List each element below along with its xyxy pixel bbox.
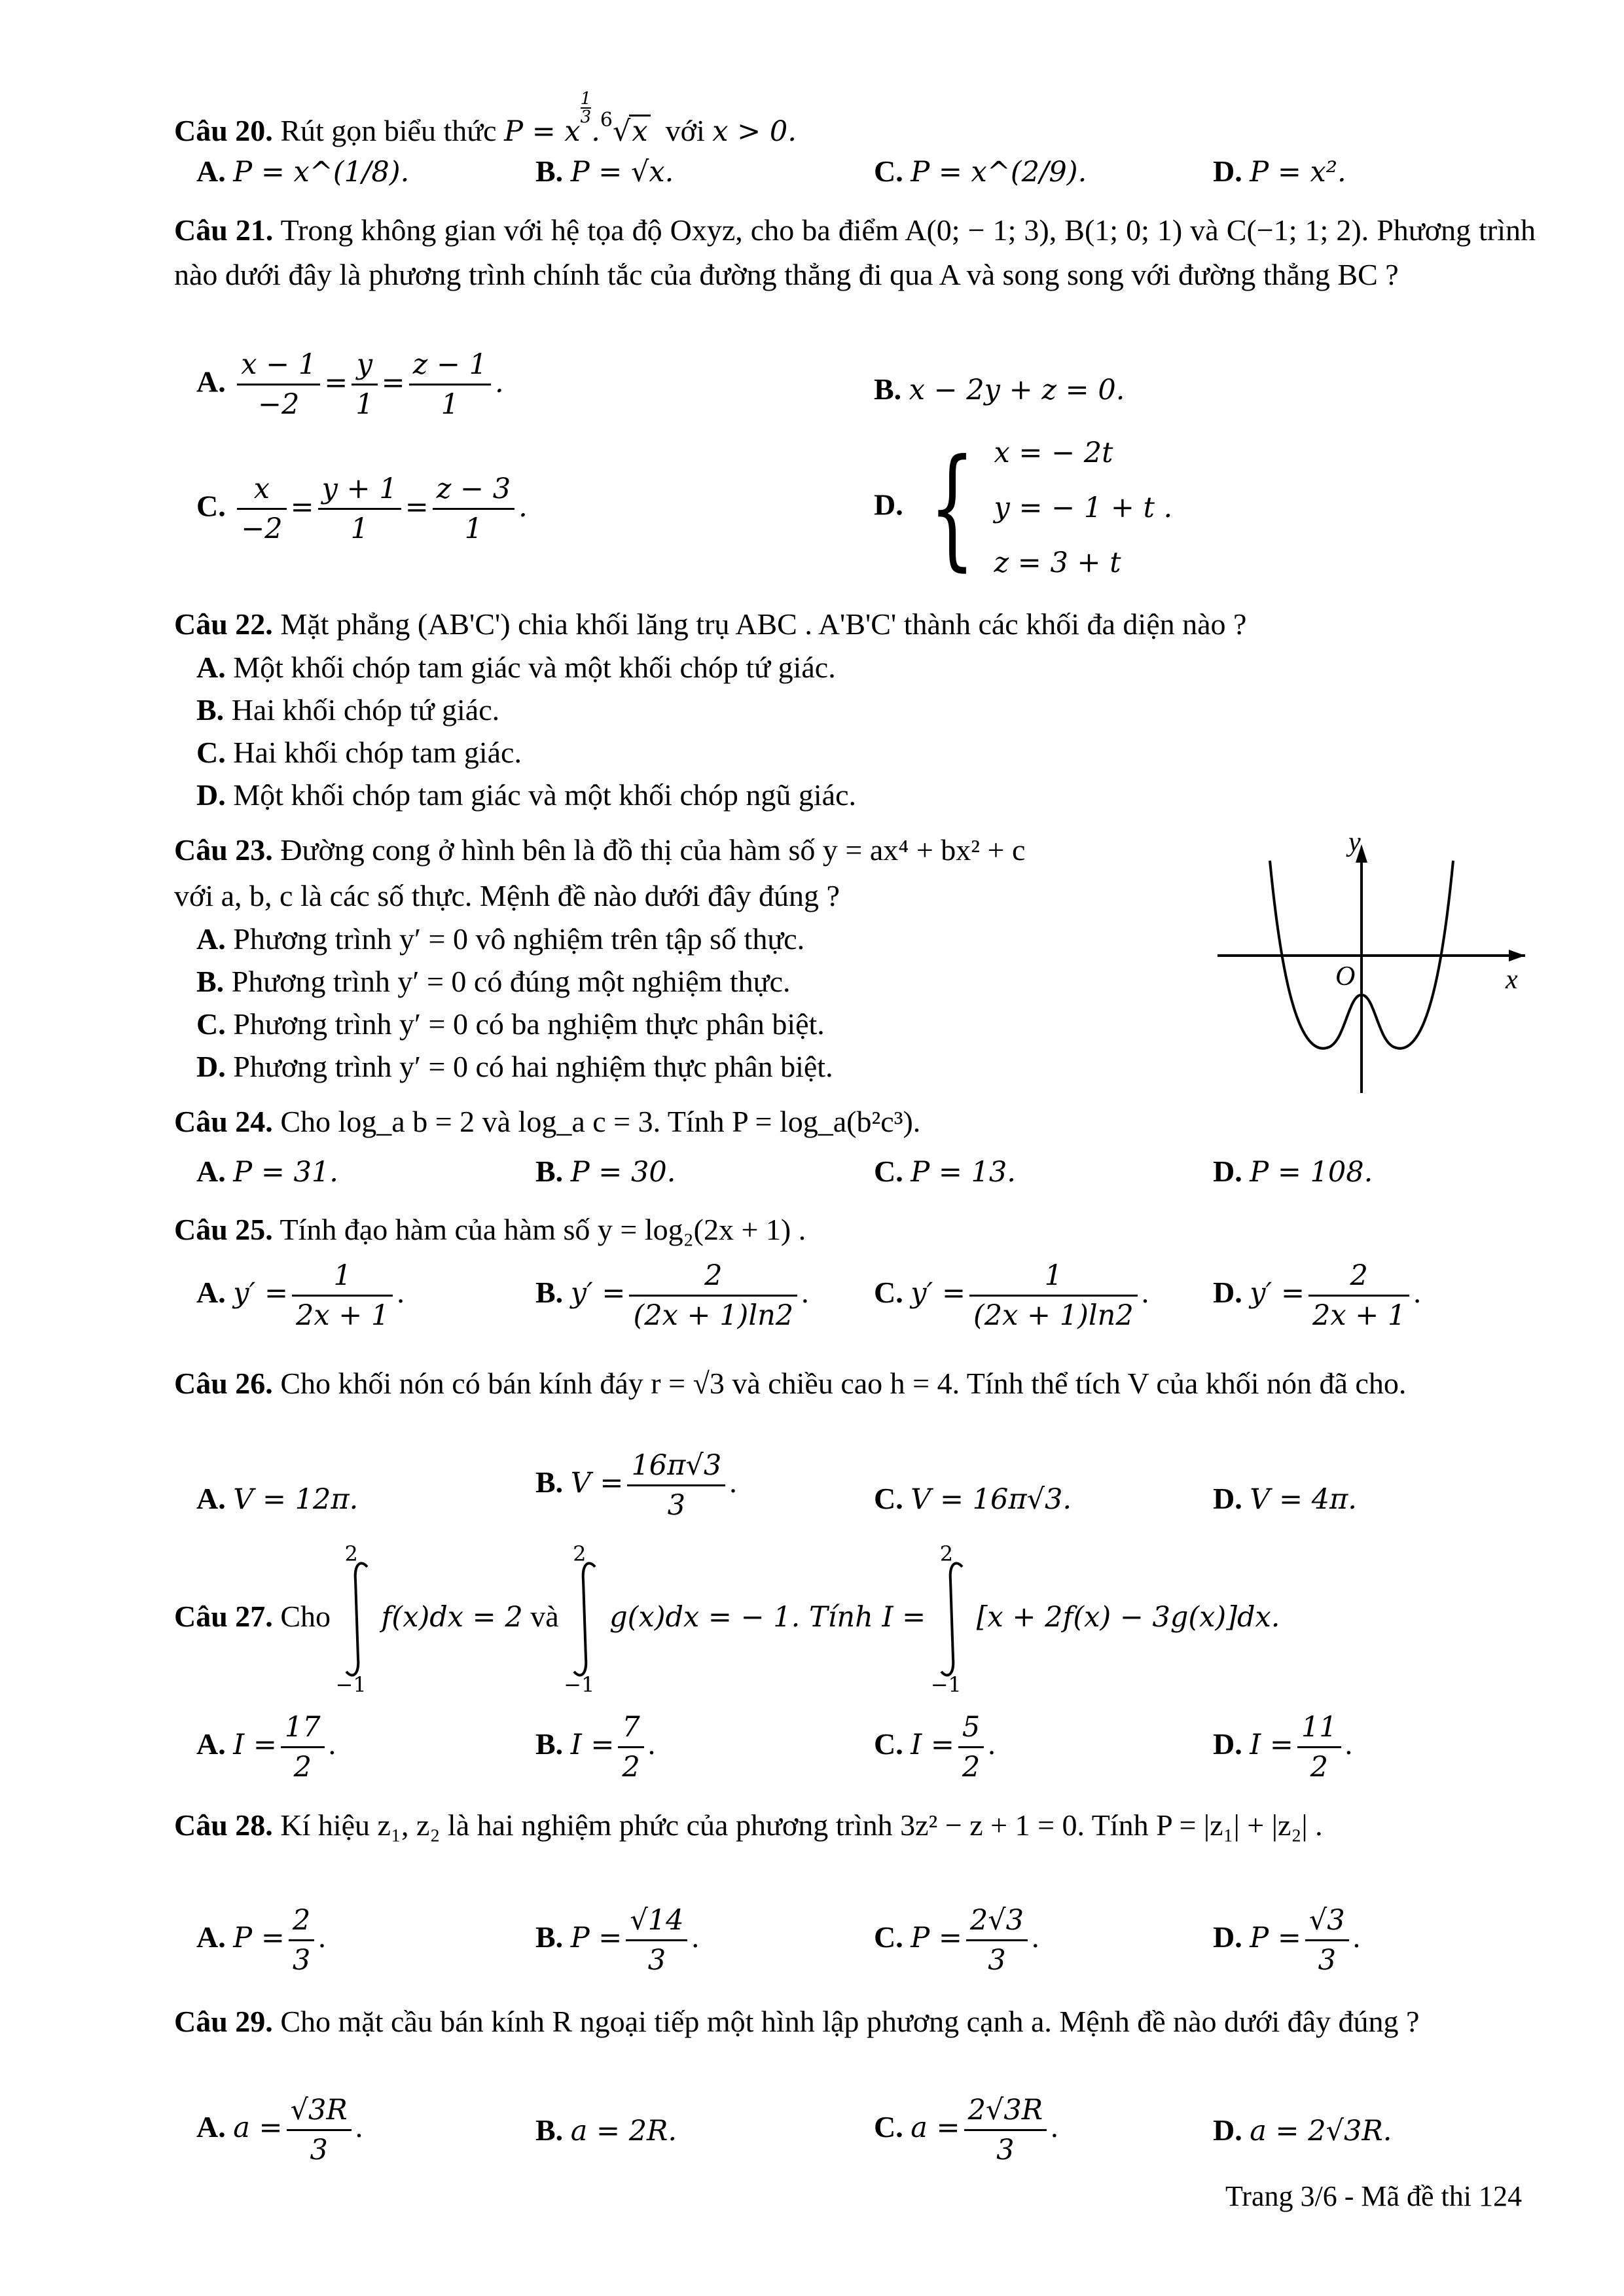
option-fraction bbox=[281, 1708, 325, 1786]
condition-text: với bbox=[665, 114, 705, 147]
x-axis-arrow bbox=[1509, 950, 1525, 961]
question-23 bbox=[174, 828, 1235, 872]
option-fraction bbox=[1297, 1708, 1341, 1786]
option-fraction bbox=[289, 1901, 314, 1979]
q25-option-d: D. y′ = $\frac{2}{2x + 1}$ . bbox=[1213, 1257, 1421, 1335]
question-27 bbox=[174, 1538, 1280, 1698]
option-label: B. bbox=[196, 965, 225, 998]
option-lhs: a = bbox=[233, 2111, 283, 2145]
question-label: Câu 25. bbox=[174, 1213, 273, 1246]
option-fraction bbox=[958, 1708, 984, 1786]
denominator: 2 bbox=[622, 1751, 640, 1784]
option-expression: V = 16π√3. bbox=[911, 1483, 1072, 1516]
question-label: Câu 23. bbox=[174, 833, 273, 867]
q22-option-d bbox=[196, 776, 856, 815]
question-expression: P = x $\frac{1}{3}$ .$^6$√x bbox=[504, 115, 651, 148]
q21-option-b bbox=[874, 370, 1125, 410]
option-expression: V = 4π. bbox=[1250, 1483, 1357, 1516]
option-fraction bbox=[1308, 1257, 1409, 1335]
q24-option-d bbox=[1213, 1152, 1373, 1192]
question-label: Câu 22. bbox=[174, 607, 273, 641]
option-lhs: y′ = bbox=[1250, 1277, 1305, 1310]
q20-option-b bbox=[535, 152, 674, 192]
option-label: A. bbox=[196, 1727, 226, 1761]
option-label: D. bbox=[196, 1050, 226, 1083]
q20-option-c bbox=[874, 152, 1087, 192]
q27-option-c: C. I = $\frac{5}{2}$ . bbox=[874, 1708, 996, 1786]
question-label: Câu 27. bbox=[174, 1600, 273, 1633]
lower-limit: −1 bbox=[335, 1672, 367, 1698]
option-text: Hai khối chóp tứ giác. bbox=[231, 693, 500, 726]
option-label: C. bbox=[874, 1276, 903, 1310]
q27-option-b: B. I = $\frac{7}{2}$ . bbox=[535, 1708, 655, 1786]
question-label: Câu 28. bbox=[174, 1808, 273, 1842]
option-fraction bbox=[627, 1446, 725, 1524]
denominator: 2 bbox=[1310, 1751, 1328, 1784]
connector-text: và bbox=[530, 1600, 559, 1633]
numerator: √3 bbox=[1305, 1901, 1349, 1941]
numerator: 2√3R bbox=[964, 2091, 1047, 2131]
option-expression: P = 13. bbox=[911, 1156, 1016, 1189]
q21-option-c bbox=[196, 470, 528, 548]
q26-option-b: B. V = $\frac{16\pi√3}{3}$ . bbox=[535, 1446, 737, 1524]
denominator: 3 bbox=[292, 1944, 311, 1977]
q22-option-c bbox=[196, 733, 522, 772]
q20-option-a bbox=[196, 152, 409, 192]
q28-option-a: A. P = $\frac{2}{3}$ . bbox=[196, 1901, 326, 1979]
numerator: √3R bbox=[287, 2091, 352, 2131]
question-text: Mặt phẳng (AB'C') chia khối lăng trụ ABC . A'B'C' thành các khối đa diện nào ? bbox=[280, 607, 1247, 641]
question-text: Tính đạo hàm của hàm số y = log₂(2x + 1) . bbox=[280, 1213, 806, 1246]
denominator: (2x + 1)ln2 bbox=[973, 1299, 1134, 1332]
option-label: B. bbox=[535, 1276, 564, 1310]
option-label: B. bbox=[535, 1465, 564, 1499]
option-label: C. bbox=[874, 1482, 903, 1515]
option-label: B. bbox=[874, 372, 902, 406]
question-28 bbox=[174, 1803, 1536, 1848]
question-22 bbox=[174, 602, 1536, 647]
option-fraction bbox=[969, 1257, 1138, 1335]
q24-option-a bbox=[196, 1152, 338, 1192]
numerator: 5 bbox=[958, 1708, 984, 1748]
option-label: A. bbox=[196, 154, 226, 188]
q28-option-d: D. P = $\frac{√3}{3}$ . bbox=[1213, 1901, 1360, 1979]
question-label: Câu 24. bbox=[174, 1105, 273, 1138]
option-label: D. bbox=[1213, 1920, 1242, 1954]
q24-option-b bbox=[535, 1152, 676, 1192]
option-text: Phương trình y′ = 0 có đúng một nghiệm thực. bbox=[231, 965, 791, 998]
q23-option-b bbox=[196, 962, 791, 1001]
integral-i: [x + 2f(x) − 3g(x)]dx. bbox=[976, 1601, 1280, 1634]
question-text: Rút gọn biểu thức bbox=[280, 114, 497, 147]
q21-option-d bbox=[874, 425, 1172, 590]
page-footer: Trang 3/6 - Mã đề thi 124 bbox=[1225, 2180, 1522, 2212]
denominator: 3 bbox=[647, 1944, 666, 1977]
option-text: Phương trình y′ = 0 vô nghiệm trên tập số thực. bbox=[233, 922, 805, 956]
option-expression: P = 31. bbox=[233, 1156, 338, 1189]
option-label: C. bbox=[874, 2110, 903, 2144]
lower-limit: −1 bbox=[564, 1672, 595, 1698]
y-axis-label: y bbox=[1348, 831, 1361, 857]
denominator: 2 bbox=[962, 1751, 981, 1784]
option-fraction bbox=[629, 1257, 797, 1335]
numerator: 17 bbox=[281, 1708, 325, 1748]
question-text: Kí hiệu z₁, z₂ là hai nghiệm phức của phương trình 3z² − z + 1 = 0. Tính P = |z₁| + |z₂| . bbox=[280, 1808, 1323, 1842]
q23-option-a bbox=[196, 920, 804, 959]
question-text-line2: với a, b, c là các số thực. Mệnh đề nào dưới đây đúng ? bbox=[174, 879, 840, 912]
option-text: Một khối chóp tam giác và một khối chóp ngũ giác. bbox=[233, 778, 856, 812]
option-lhs: y′ = bbox=[570, 1277, 626, 1310]
option-label: C. bbox=[196, 736, 226, 769]
option-text: Phương trình y′ = 0 có ba nghiệm thực phân biệt. bbox=[233, 1007, 825, 1041]
option-text: Phương trình y′ = 0 có hai nghiệm thực phân biệt. bbox=[233, 1050, 833, 1083]
numerator: 16π√3 bbox=[627, 1446, 725, 1486]
q29-option-d bbox=[1213, 2111, 1392, 2151]
question-21 bbox=[174, 208, 1536, 297]
option-lhs: y′ = bbox=[911, 1277, 965, 1310]
option-lhs: I = bbox=[1250, 1729, 1293, 1762]
q28-option-b: B. P = $\frac{√14}{3}$ . bbox=[535, 1901, 699, 1979]
question-label: Câu 26. bbox=[174, 1367, 273, 1400]
option-label: B. bbox=[535, 154, 564, 188]
option-lhs: a = bbox=[911, 2111, 960, 2145]
q24-option-c bbox=[874, 1152, 1016, 1192]
option-lhs: I = bbox=[233, 1729, 277, 1762]
option-label: A. bbox=[196, 1155, 226, 1188]
option-fraction bbox=[287, 2091, 352, 2169]
lower-limit: −1 bbox=[930, 1672, 962, 1698]
option-text: Một khối chóp tam giác và một khối chóp tứ giác. bbox=[233, 651, 836, 684]
numerator: 2 bbox=[289, 1901, 314, 1941]
option-system: x = − 2t y = − 1 + t . z = 3 + t bbox=[994, 437, 1173, 579]
q21-option-a bbox=[196, 346, 504, 423]
option-expression: P = 30. bbox=[570, 1156, 676, 1189]
option-label: D. bbox=[1213, 1727, 1242, 1761]
denominator: 2x + 1 bbox=[296, 1299, 389, 1332]
option-label: C. bbox=[874, 154, 903, 188]
origin-label: O bbox=[1335, 961, 1356, 992]
option-label: C. bbox=[874, 1155, 903, 1188]
question-25 bbox=[174, 1208, 1536, 1252]
numerator: 2√3 bbox=[966, 1901, 1028, 1941]
denominator: 3 bbox=[1318, 1944, 1336, 1977]
option-lhs: I = bbox=[570, 1729, 615, 1762]
option-lhs: V = bbox=[570, 1467, 624, 1500]
option-lhs: P = bbox=[911, 1922, 962, 1955]
numerator: 1 bbox=[969, 1257, 1138, 1297]
q25-option-c: C. y′ = $\frac{1}{(2x + 1)\ln 2}$ . bbox=[874, 1257, 1149, 1335]
integral-sign bbox=[930, 1541, 973, 1698]
option-label: A. bbox=[196, 651, 226, 684]
x-axis-label: x bbox=[1506, 965, 1518, 995]
upper-limit: 2 bbox=[573, 1541, 586, 1567]
option-lhs: P = bbox=[1250, 1922, 1301, 1955]
question-20 bbox=[174, 90, 1536, 154]
option-label: D. bbox=[874, 488, 903, 522]
option-label: C. bbox=[196, 1007, 226, 1041]
numerator: 11 bbox=[1297, 1708, 1341, 1748]
question-label: Câu 20. bbox=[174, 114, 273, 147]
q25-option-b: B. y′ = $\frac{2}{(2x + 1)\ln 2}$ . bbox=[535, 1257, 809, 1335]
option-label: D. bbox=[1213, 1482, 1242, 1515]
denominator: 3 bbox=[988, 1944, 1006, 1977]
q25-option-a: A. y′ = $\frac{1}{2x + 1}$ . bbox=[196, 1257, 405, 1335]
question-23-line2 bbox=[174, 874, 1235, 918]
option-expression: $\frac{x}{-2}$ = $\frac{y + 1}{1}$ = $\frac{z - 3}{1}$ . bbox=[233, 491, 528, 524]
option-expression: P = 108. bbox=[1250, 1156, 1373, 1189]
option-expression: P = √x. bbox=[570, 156, 674, 188]
option-expression: $\frac{x - 1}{-2}$ = $\frac{y}{1}$ = $\frac{z - 1}{1}$ . bbox=[233, 367, 503, 399]
integral-g: g(x)dx = − 1. Tính I = bbox=[609, 1601, 926, 1634]
question-text: Cho khối nón có bán kính đáy r = √3 và chiều cao h = 4. Tính thể tích V của khối nón đã cho. bbox=[280, 1367, 1407, 1400]
q22-option-b bbox=[196, 691, 499, 730]
upper-limit: 2 bbox=[344, 1541, 358, 1567]
brace: { bbox=[929, 431, 975, 584]
option-lhs: I = bbox=[911, 1729, 954, 1762]
option-label: B. bbox=[535, 1155, 564, 1188]
question-26 bbox=[174, 1361, 1536, 1406]
q26-option-a bbox=[196, 1479, 358, 1519]
option-expression: x − 2y + z = 0. bbox=[909, 374, 1125, 406]
option-lhs: y′ = bbox=[233, 1277, 288, 1310]
upper-limit: 2 bbox=[939, 1541, 954, 1567]
option-label: A. bbox=[196, 1920, 226, 1954]
denominator: 2x + 1 bbox=[1312, 1299, 1406, 1332]
option-label: A. bbox=[196, 922, 226, 956]
numerator: 2 bbox=[629, 1257, 797, 1297]
option-text: Hai khối chóp tam giác. bbox=[233, 736, 522, 769]
denominator: 3 bbox=[667, 1489, 685, 1522]
question-text: Trong không gian với hệ tọa độ Oxyz, cho ba điểm A(0; − 1; 3), B(1; 0; 1) và C(−1; 1; 2). Phương trình nào dưới đây là phương trình chính tắc của đường thẳng đi qua A và song song với đường thẳng BC ? bbox=[174, 213, 1536, 291]
option-fraction bbox=[964, 2091, 1047, 2169]
option-lhs: P = bbox=[570, 1922, 623, 1955]
option-fraction bbox=[618, 1708, 643, 1786]
q29-option-c: C. a = $\frac{2√3R}{3}$ . bbox=[874, 2091, 1058, 2169]
integral-sign bbox=[335, 1541, 378, 1698]
q23-option-c bbox=[196, 1005, 825, 1044]
denominator: 2 bbox=[293, 1751, 312, 1784]
option-label: B. bbox=[535, 1727, 564, 1761]
denominator: 3 bbox=[310, 2134, 328, 2166]
option-expression: V = 12π. bbox=[233, 1483, 359, 1516]
numerator: √14 bbox=[626, 1901, 687, 1941]
q26-option-c bbox=[874, 1479, 1072, 1519]
q29-option-b bbox=[535, 2111, 677, 2151]
numerator: 1 bbox=[292, 1257, 393, 1297]
question-24 bbox=[174, 1100, 1536, 1144]
option-expression: P = x^(1/8). bbox=[233, 156, 410, 188]
option-fraction bbox=[1305, 1901, 1349, 1979]
option-label: D. bbox=[1213, 154, 1242, 188]
option-label: D. bbox=[1213, 1276, 1242, 1310]
q22-option-a bbox=[196, 648, 836, 687]
option-expression: P = x^(2/9). bbox=[911, 156, 1087, 188]
q28-option-c: C. P = $\frac{2√3}{3}$ . bbox=[874, 1901, 1039, 1979]
option-label: A. bbox=[196, 1276, 226, 1310]
question-text-line1: Đường cong ở hình bên là đồ thị của hàm số y = ax⁴ + bx² + c bbox=[280, 833, 1026, 867]
option-fraction bbox=[626, 1901, 687, 1979]
option-label: A. bbox=[196, 1482, 226, 1515]
option-lhs: P = bbox=[233, 1922, 285, 1955]
option-label: D. bbox=[1213, 2113, 1242, 2147]
option-label: D. bbox=[1213, 1155, 1242, 1188]
integral-sign bbox=[566, 1541, 605, 1698]
question-29 bbox=[174, 2000, 1536, 2044]
function-graph bbox=[1218, 831, 1532, 1093]
question-text: Cho log_a b = 2 và log_a c = 3. Tính P = log_a(b²c³). bbox=[280, 1105, 921, 1138]
option-label: B. bbox=[535, 2113, 564, 2147]
option-label: C. bbox=[874, 1727, 903, 1761]
option-fraction bbox=[966, 1901, 1028, 1979]
option-expression: a = 2√3R. bbox=[1250, 2115, 1392, 2147]
option-expression: a = 2R. bbox=[570, 2115, 677, 2147]
option-label: B. bbox=[196, 693, 225, 726]
option-expression: P = x². bbox=[1250, 156, 1346, 188]
option-label: A. bbox=[196, 365, 226, 399]
q26-option-d bbox=[1213, 1479, 1357, 1519]
option-label: D. bbox=[196, 778, 226, 812]
option-label: A. bbox=[196, 2110, 226, 2144]
q20-option-d bbox=[1213, 152, 1346, 192]
q27-option-d: D. I = $\frac{11}{2}$ . bbox=[1213, 1708, 1352, 1786]
option-label: B. bbox=[535, 1920, 564, 1954]
numerator: 2 bbox=[1308, 1257, 1409, 1297]
q27-option-a: A. I = $\frac{17}{2}$ . bbox=[196, 1708, 336, 1786]
question-text: Cho bbox=[280, 1600, 331, 1633]
question-text: Cho mặt cầu bán kính R ngoại tiếp một hình lập phương cạnh a. Mệnh đề nào dưới đây đúng ? bbox=[280, 2005, 1420, 2038]
condition-expression: x > 0. bbox=[712, 115, 797, 148]
option-fraction bbox=[292, 1257, 393, 1335]
option-label: C. bbox=[196, 489, 226, 523]
question-label: Câu 21. bbox=[174, 213, 274, 247]
q23-option-d bbox=[196, 1047, 833, 1086]
integral-f: f(x)dx = 2 bbox=[381, 1601, 523, 1634]
question-label: Câu 29. bbox=[174, 2005, 273, 2038]
denominator: (2x + 1)ln2 bbox=[633, 1299, 794, 1332]
numerator: 7 bbox=[618, 1708, 643, 1748]
option-label: C. bbox=[874, 1920, 903, 1954]
q29-option-a: A. a = $\frac{√3R}{3}$ . bbox=[196, 2091, 363, 2169]
denominator: 3 bbox=[996, 2134, 1015, 2166]
